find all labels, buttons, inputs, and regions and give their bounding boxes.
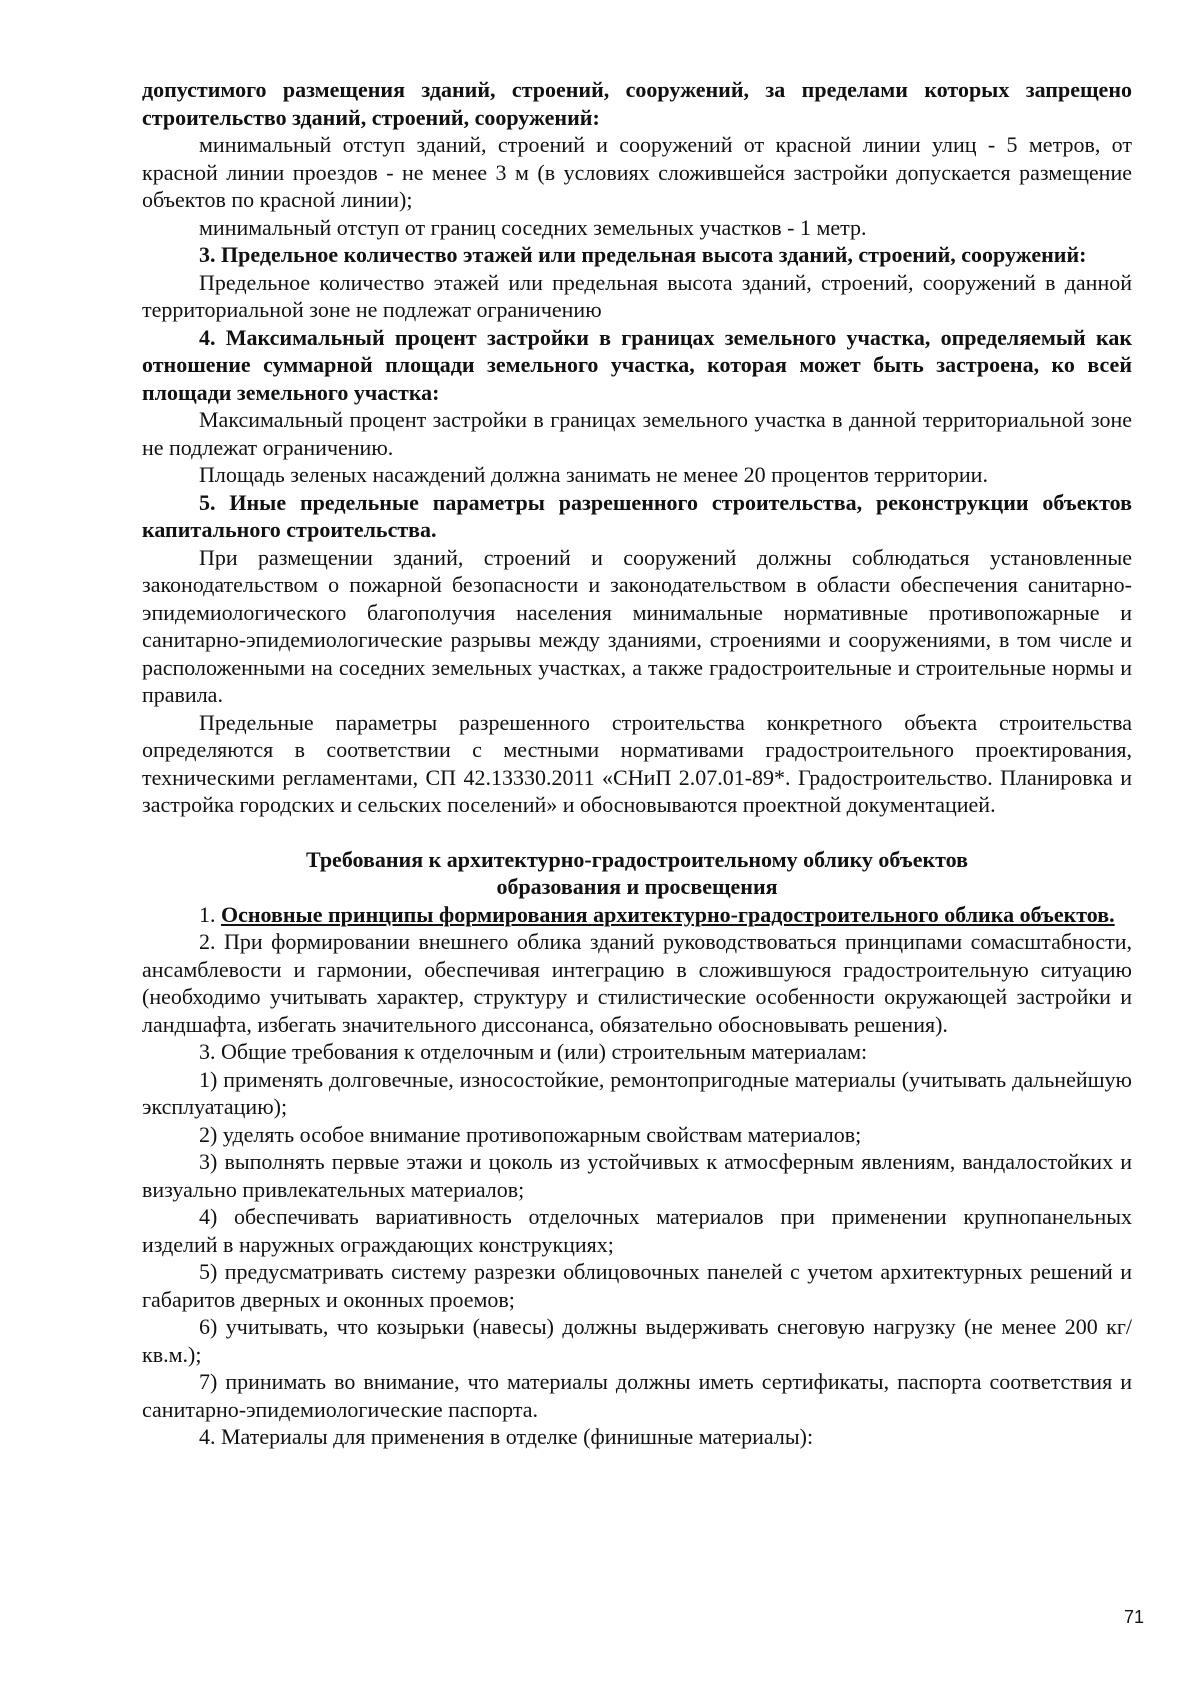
sub-item-4: 4) обеспечивать вариативность отделочных материалов при применении крупнопанельных изделий в наружных ограждающих конструкциях; bbox=[142, 1204, 1132, 1257]
sub-item-6: 6) учитывать, что козырьки (навесы) должны выдерживать снеговую нагрузку (не менее 200 кг/кв.м.); bbox=[142, 1314, 1132, 1367]
paragraph-limit-params: Предельные параметры разрешенного строительства конкретного объекта строительства определяются в соответствии с местными нормативами градостроительного проектирования, техническими регламентами, СП 42.13330.2011 «СНиП 2.07.01-89*. Градостроительство. Планировка и застройка городских и сельских поселений» и обосновываются проектной документацией. bbox=[142, 709, 1132, 817]
section-title-line-2: образования и просвещения bbox=[496, 874, 778, 899]
sub-item-3: 3) выполнять первые этажи и цоколь из устойчивых к атмосферным явлениям, вандалостойких и визуально привлекательных материалов; bbox=[142, 1149, 1132, 1202]
blank-line bbox=[142, 819, 1132, 846]
list-item-1-text: Основные принципы формирования архитектурно-градостроительного облика объектов. bbox=[221, 901, 1115, 927]
list-item-1 bbox=[142, 901, 1132, 929]
list-item-2: 2. При формировании внешнего облика зданий руководствоваться принципами сомасштабности, ансамблевости и гармонии, обеспечивая интеграцию в сложившуюся градостроительную ситуацию (необходимо учитывать характер, структуру и стилистические особенности окружающей застройки и ландшафта, избегать значительного диссонанса, обязательно обосновывать решения). bbox=[142, 929, 1132, 1037]
sub-item-2: 2) уделять особое внимание противопожарным свойствам материалов; bbox=[199, 1121, 862, 1147]
paragraph-setback-heading-end: допустимого размещения зданий, строений, сооружений, за пределами которых запрещено строительство зданий, строений, сооружений: bbox=[142, 77, 1132, 130]
document-body bbox=[142, 76, 1132, 1451]
paragraph-floors: Предельное количество этажей или предельная высота зданий, строений, сооружений в данной территориальной зоне не подлежат ограничению bbox=[142, 269, 1132, 322]
page-number: 71 bbox=[1123, 1607, 1144, 1627]
paragraph-red-line-setback: минимальный отступ зданий, строений и сооружений от красной линии улиц - 5 метров, от красной линии проездов - не менее 3 м (в условиях сложившейся застройки допускается размещение объектов по красной линии); bbox=[142, 132, 1132, 212]
sub-item-1: 1) применять долговечные, износостойкие, ремонтопригодные материалы (учитывать дальнейшую эксплуатацию); bbox=[142, 1066, 1132, 1119]
section-heading-coverage: 4. Максимальный процент застройки в границах земельного участка, определяемый как отношение суммарной площади земельного участка, которая может быть застроена, ко всей площади земельного участка: bbox=[142, 324, 1132, 405]
section-title-line-1: Требования к архитектурно-градостроительному облику объектов bbox=[305, 846, 969, 872]
list-item-3: 3. Общие требования к отделочным и (или) строительным материалам: bbox=[199, 1039, 868, 1064]
section-heading-other-params: 5. Иные предельные параметры разрешенного строительства, реконструкции объектов капитального строительства. bbox=[142, 489, 1132, 542]
paragraph-green-areas: Площадь зеленых насаждений должна занимать не менее 20 процентов территории. bbox=[199, 462, 988, 487]
paragraph-neighbor-setback: минимальный отступ от границ соседних земельных участков - 1 метр. bbox=[199, 214, 867, 240]
paragraph-fire-safety: При размещении зданий, строений и сооружений должны соблюдаться установленные законодательством о пожарной безопасности и законодательством в области обеспечения санитарно-эпидемиологического благополучия населения минимальные нормативные противопожарные и санитарно-эпидемиологические разрывы между зданиями, строениями и сооружениями, в том числе и расположенными на соседних земельных участках, а также градостроительные и строительные нормы и правила. bbox=[142, 544, 1132, 707]
sub-item-7: 7) принимать во внимание, что материалы должны иметь сертификаты, паспорта соответствия и санитарно-эпидемиологические паспорта. bbox=[142, 1369, 1132, 1422]
list-item-4: 4. Материалы для применения в отделке (финишные материалы): bbox=[199, 1424, 814, 1449]
list-item-1-number: 1. bbox=[199, 901, 221, 927]
sub-item-5: 5) предусматривать систему разрезки облицовочных панелей с учетом архитектурных решений и габаритов дверных и оконных проемов; bbox=[142, 1259, 1132, 1312]
paragraph-coverage: Максимальный процент застройки в границах земельного участка в данной территориальной зоне не подлежат ограничению. bbox=[142, 407, 1132, 460]
section-heading-floors: 3. Предельное количество этажей или предельная высота зданий, строений, сооружений: bbox=[199, 242, 1087, 267]
